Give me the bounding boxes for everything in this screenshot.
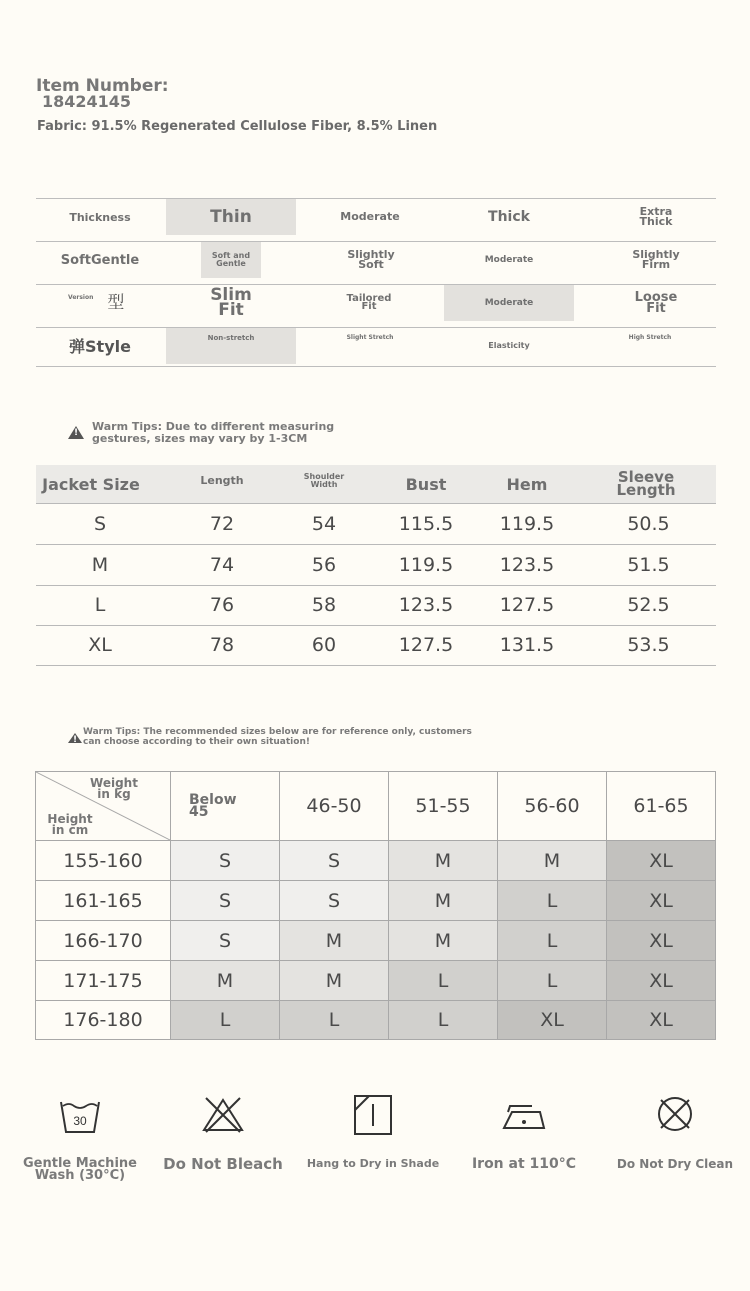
size-cell: L [498, 921, 607, 961]
attribute-option: Moderate [340, 210, 400, 223]
no-dry-clean-icon [652, 1092, 698, 1138]
size-cell: M [91, 554, 109, 576]
table-row [36, 504, 716, 545]
care-label: Do Not Dry Clean [616, 1157, 734, 1171]
attribute-option-selected: Non-stretch [166, 328, 296, 364]
attribute-option-selected: Soft and Gentle [201, 242, 261, 278]
height-axis-label: Height in cm [47, 812, 93, 837]
svg-text:30: 30 [73, 1114, 87, 1128]
warning-icon [68, 733, 82, 743]
attribute-option: Thick [488, 208, 530, 225]
bust-cell: 123.5 [398, 594, 454, 616]
attribute-head: Thickness [69, 210, 131, 224]
height-cell: 171-175 [36, 961, 171, 1001]
size-cell: S [171, 921, 280, 961]
hang-dry-shade-icon [350, 1092, 396, 1138]
height-cell: 176-180 [36, 1001, 171, 1039]
height-cell: 161-165 [36, 881, 171, 921]
weight-header: 56-60 [498, 772, 607, 841]
hem-cell: 127.5 [499, 594, 555, 616]
attribute-option-selected: Moderate [444, 285, 574, 321]
hem-cell: 131.5 [499, 634, 555, 656]
hem-cell: 119.5 [499, 513, 555, 535]
warm-tip-recommendation: Warm Tips: The recommended sizes below are for reference only, customers can choose according to their own situation! [83, 727, 472, 747]
sleeve-cell: 52.5 [627, 594, 670, 616]
care-item-iron [454, 1092, 594, 1170]
attribute-option: Slim Fit [210, 285, 252, 320]
size-cell: XL [607, 841, 715, 881]
shoulder-cell: 54 [311, 513, 337, 535]
bust-cell: 115.5 [398, 513, 454, 535]
item-number-label: Item Number: [36, 76, 169, 96]
column-header: Length [200, 474, 244, 487]
attribute-option: Slightly Soft [347, 248, 395, 271]
weight-header: 46-50 [280, 772, 389, 841]
table-row [36, 545, 716, 586]
attribute-option: Extra Thick [639, 205, 673, 228]
attribute-option: Tailored Fit [346, 293, 392, 312]
size-cell: S [171, 881, 280, 921]
sleeve-cell: 50.5 [627, 513, 670, 535]
warm-tip-measurement: Warm Tips: Due to different measuring gestures, sizes may vary by 1-3CM [92, 420, 335, 445]
no-bleach-icon [200, 1092, 246, 1138]
attribute-option: Loose Fit [634, 290, 678, 316]
shoulder-cell: 56 [311, 554, 337, 576]
size-cell: S [93, 513, 107, 535]
bust-cell: 127.5 [398, 634, 454, 656]
size-cell: L [389, 1001, 498, 1039]
attribute-row-softness [36, 241, 716, 280]
hem-cell: 123.5 [499, 554, 555, 576]
size-cell: S [171, 841, 280, 881]
size-cell: S [280, 881, 389, 921]
grid-corner-cell [36, 772, 171, 841]
iron-icon [498, 1092, 550, 1138]
item-number-value: 18424145 [42, 92, 132, 111]
size-cell: M [280, 961, 389, 1001]
column-header: Hem [506, 474, 548, 494]
length-cell: 76 [209, 594, 235, 616]
attribute-head: SoftGentle [60, 252, 140, 268]
shoulder-cell: 60 [311, 634, 337, 656]
attribute-row-stretch [36, 327, 716, 367]
size-cell: L [94, 594, 106, 616]
care-item-hang-dry [303, 1092, 443, 1169]
size-cell: M [389, 921, 498, 961]
care-item-no-bleach [153, 1092, 293, 1171]
column-header: Sleeve Length [616, 468, 676, 499]
size-cell: M [389, 841, 498, 881]
size-cell: XL [607, 961, 715, 1001]
size-cell: L [171, 1001, 280, 1039]
size-cell: M [389, 881, 498, 921]
length-cell: 78 [209, 634, 235, 656]
size-cell: L [498, 961, 607, 1001]
attribute-head [36, 285, 164, 321]
attribute-option: Elasticity [488, 341, 530, 350]
attribute-option: High Stretch [628, 334, 672, 341]
table-row [36, 585, 716, 626]
size-cell: XL [607, 881, 715, 921]
column-header: Shoulder Width [303, 472, 345, 489]
care-label: Hang to Dry in Shade [306, 1157, 440, 1170]
size-cell: XL [607, 921, 715, 961]
size-cell: L [280, 1001, 389, 1039]
size-cell: XL [498, 1001, 607, 1039]
attribute-option: Moderate [484, 255, 534, 265]
attribute-row-fit [36, 284, 716, 323]
weight-header: 51-55 [389, 772, 498, 841]
size-cell: M [280, 921, 389, 961]
table-row [36, 625, 716, 666]
fabric-composition: Fabric: 91.5% Regenerated Cellulose Fiber, 8.5% Linen [37, 119, 438, 134]
size-cell: M [498, 841, 607, 881]
height-cell: 166-170 [36, 921, 171, 961]
warning-icon [68, 426, 84, 439]
sleeve-cell: 53.5 [627, 634, 670, 656]
attribute-option-selected: Thin [166, 199, 296, 235]
attribute-option: Slightly Firm [632, 248, 680, 271]
weight-header: Below 45 [171, 772, 280, 841]
size-cell: S [280, 841, 389, 881]
attribute-row-thickness [36, 198, 716, 237]
size-cell: XL [607, 1001, 715, 1039]
table-header-row [36, 465, 716, 504]
sleeve-cell: 51.5 [627, 554, 670, 576]
size-cell: L [498, 881, 607, 921]
attribute-option: Slight Stretch [346, 334, 394, 341]
weight-axis-label: Weight in kg [90, 776, 138, 801]
care-item-wash [10, 1092, 150, 1182]
length-cell: 72 [209, 513, 235, 535]
shoulder-cell: 58 [311, 594, 337, 616]
attribute-head-big: 型 [107, 292, 125, 313]
bust-cell: 119.5 [398, 554, 454, 576]
wash-30-icon [57, 1092, 103, 1138]
attribute-head: 弹Style [69, 336, 131, 356]
size-cell: M [171, 961, 280, 1001]
size-cell: L [389, 961, 498, 1001]
attribute-head-small: Version [68, 293, 94, 301]
column-header: Jacket Size [42, 474, 140, 494]
weight-header: 61-65 [607, 772, 715, 841]
size-cell: XL [88, 634, 112, 656]
length-cell: 74 [209, 554, 235, 576]
size-recommendation-grid [35, 771, 716, 1040]
height-cell: 155-160 [36, 841, 171, 881]
care-label: Gentle Machine Wash (30°C) [23, 1156, 137, 1183]
column-header: Bust [405, 474, 447, 494]
care-label: Iron at 110°C [471, 1156, 577, 1172]
care-label: Do Not Bleach [163, 1155, 283, 1173]
care-item-no-dry-clean [605, 1092, 745, 1170]
